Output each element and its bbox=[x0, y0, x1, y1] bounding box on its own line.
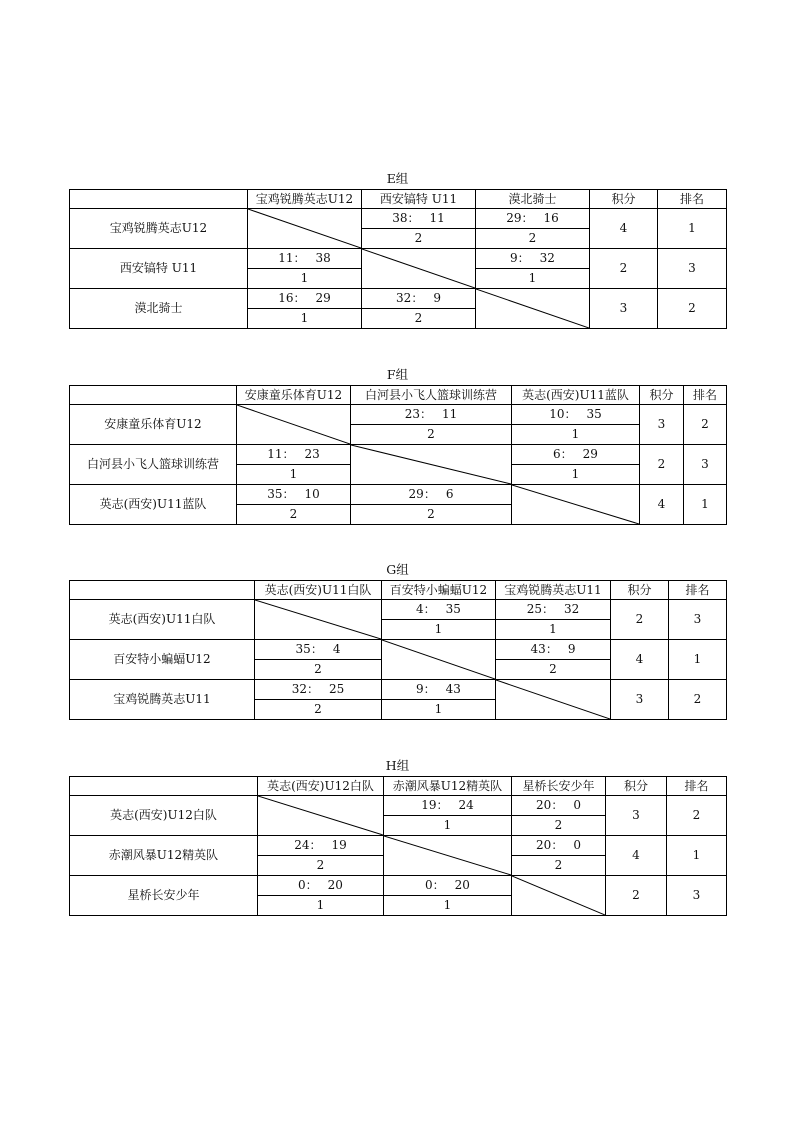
score-separator: ： bbox=[293, 291, 306, 305]
match-score bbox=[512, 836, 606, 856]
match-points: 2 bbox=[255, 700, 382, 720]
diagonal-line bbox=[512, 876, 605, 915]
rank: 1 bbox=[684, 485, 727, 525]
score-for: 6 bbox=[553, 447, 561, 461]
team-name: 白河县小飞人篮球训练营 bbox=[70, 445, 237, 485]
match-score bbox=[476, 249, 590, 269]
diagonal-line bbox=[512, 485, 639, 524]
group-title: F组 bbox=[386, 367, 409, 382]
score-separator: ： bbox=[407, 211, 420, 225]
header-team: 西安镐特 U11 bbox=[362, 190, 476, 209]
header-corner bbox=[70, 386, 237, 405]
team-name: 百安特小蝙蝠U12 bbox=[70, 640, 255, 680]
total-points: 4 bbox=[606, 836, 667, 876]
score-for: 9 bbox=[510, 251, 518, 265]
group-title: H组 bbox=[385, 758, 410, 773]
match-points: 1 bbox=[512, 425, 640, 445]
diagonal-line bbox=[351, 445, 511, 484]
score-for: 16 bbox=[278, 291, 294, 305]
score-separator: ： bbox=[545, 642, 558, 656]
score-against: 6 bbox=[445, 487, 454, 501]
header-team: 安康童乐体育U12 bbox=[237, 386, 351, 405]
match-points: 2 bbox=[512, 816, 606, 836]
team-name: 宝鸡锐腾英志U11 bbox=[70, 680, 255, 720]
diagonal-line bbox=[258, 796, 383, 835]
diagonal-line bbox=[496, 680, 610, 719]
score-for: 4 bbox=[416, 602, 424, 616]
match-points: 2 bbox=[351, 425, 512, 445]
header-team: 英志(西安)U11白队 bbox=[255, 581, 382, 600]
self-match-cell bbox=[382, 640, 496, 680]
match-points: 1 bbox=[384, 896, 512, 916]
total-points: 3 bbox=[606, 796, 667, 836]
standings-table bbox=[69, 580, 727, 720]
score-separator: ： bbox=[282, 487, 295, 501]
match-score bbox=[476, 209, 590, 229]
score-against: 16 bbox=[543, 211, 559, 225]
score-for: 20 bbox=[536, 798, 552, 812]
team-name: 英志(西安)U12白队 bbox=[70, 796, 258, 836]
match-points: 2 bbox=[512, 856, 606, 876]
score-separator: ： bbox=[420, 407, 433, 421]
score-separator: ： bbox=[423, 602, 436, 616]
rank: 3 bbox=[667, 876, 727, 916]
match-points: 2 bbox=[362, 309, 476, 329]
header-rank: 排名 bbox=[669, 581, 727, 600]
score-against: 9 bbox=[567, 642, 576, 656]
match-score bbox=[382, 600, 496, 620]
header-team: 宝鸡锐腾英志U12 bbox=[248, 190, 362, 209]
total-points: 4 bbox=[640, 485, 684, 525]
score-against: 23 bbox=[304, 447, 320, 461]
score-against: 38 bbox=[315, 251, 331, 265]
team-name: 英志(西安)U11白队 bbox=[70, 600, 255, 640]
self-match-cell bbox=[512, 876, 606, 916]
header-points: 积分 bbox=[611, 581, 669, 600]
self-match-cell bbox=[351, 445, 512, 485]
match-score bbox=[351, 405, 512, 425]
score-for: 35 bbox=[295, 642, 311, 656]
score-separator: ： bbox=[432, 878, 445, 892]
match-score bbox=[258, 876, 384, 896]
rank: 3 bbox=[684, 445, 727, 485]
diagonal-line bbox=[255, 600, 381, 639]
team-name: 赤潮风暴U12精英队 bbox=[70, 836, 258, 876]
rank: 1 bbox=[667, 836, 727, 876]
match-score bbox=[362, 289, 476, 309]
match-score bbox=[382, 680, 496, 700]
rank: 3 bbox=[658, 249, 727, 289]
match-points: 1 bbox=[382, 700, 496, 720]
score-for: 23 bbox=[404, 407, 420, 421]
match-score bbox=[496, 600, 611, 620]
score-for: 35 bbox=[267, 487, 283, 501]
score-against: 0 bbox=[573, 838, 581, 852]
score-separator: ： bbox=[564, 407, 577, 421]
diagonal-line bbox=[362, 249, 475, 288]
rank: 1 bbox=[669, 640, 727, 680]
match-score bbox=[237, 445, 351, 465]
match-points: 1 bbox=[512, 465, 640, 485]
total-points: 3 bbox=[590, 289, 658, 329]
score-for: 32 bbox=[291, 682, 307, 696]
team-name: 漠北骑士 bbox=[70, 289, 248, 329]
rank: 2 bbox=[669, 680, 727, 720]
score-for: 24 bbox=[294, 838, 310, 852]
standings-table bbox=[69, 385, 727, 525]
match-score bbox=[258, 836, 384, 856]
score-separator: ： bbox=[293, 251, 306, 265]
score-separator: ： bbox=[517, 251, 530, 265]
total-points: 2 bbox=[640, 445, 684, 485]
rank: 3 bbox=[669, 600, 727, 640]
self-match-cell bbox=[255, 600, 382, 640]
score-against: 0 bbox=[573, 798, 581, 812]
score-separator: ： bbox=[282, 447, 295, 461]
score-separator: ： bbox=[542, 602, 555, 616]
match-points: 1 bbox=[384, 816, 512, 836]
diagonal-line bbox=[248, 209, 361, 248]
match-score bbox=[512, 445, 640, 465]
self-match-cell bbox=[237, 405, 351, 445]
score-against: 29 bbox=[315, 291, 331, 305]
rank: 2 bbox=[658, 289, 727, 329]
match-score bbox=[255, 640, 382, 660]
header-corner bbox=[70, 190, 248, 209]
self-match-cell bbox=[258, 796, 384, 836]
total-points: 3 bbox=[611, 680, 669, 720]
score-separator: ： bbox=[310, 642, 323, 656]
score-separator: ： bbox=[309, 838, 322, 852]
match-score bbox=[362, 209, 476, 229]
team-name: 星桥长安少年 bbox=[70, 876, 258, 916]
team-name: 西安镐特 U11 bbox=[70, 249, 248, 289]
score-separator: ： bbox=[521, 211, 534, 225]
score-against: 24 bbox=[458, 798, 474, 812]
score-for: 29 bbox=[408, 487, 424, 501]
total-points: 4 bbox=[590, 209, 658, 249]
self-match-cell bbox=[512, 485, 640, 525]
match-score bbox=[255, 680, 382, 700]
match-points: 2 bbox=[255, 660, 382, 680]
match-score bbox=[237, 485, 351, 505]
match-points: 2 bbox=[351, 505, 512, 525]
score-against: 10 bbox=[304, 487, 320, 501]
team-name: 英志(西安)U11蓝队 bbox=[70, 485, 237, 525]
header-team: 星桥长安少年 bbox=[512, 777, 606, 796]
match-points: 1 bbox=[476, 269, 590, 289]
total-points: 2 bbox=[611, 600, 669, 640]
score-against: 25 bbox=[329, 682, 345, 696]
match-score bbox=[384, 876, 512, 896]
rank: 2 bbox=[684, 405, 727, 445]
score-for: 25 bbox=[526, 602, 542, 616]
score-for: 0 bbox=[425, 878, 433, 892]
match-points: 2 bbox=[496, 660, 611, 680]
header-points: 积分 bbox=[606, 777, 667, 796]
score-for: 0 bbox=[298, 878, 306, 892]
header-rank: 排名 bbox=[667, 777, 727, 796]
self-match-cell bbox=[496, 680, 611, 720]
match-points: 1 bbox=[258, 896, 384, 916]
score-separator: ： bbox=[436, 798, 449, 812]
score-for: 43 bbox=[530, 642, 546, 656]
score-for: 32 bbox=[396, 291, 412, 305]
match-score bbox=[496, 640, 611, 660]
self-match-cell bbox=[476, 289, 590, 329]
score-against: 4 bbox=[332, 642, 341, 656]
header-team: 宝鸡锐腾英志U11 bbox=[496, 581, 611, 600]
score-against: 11 bbox=[442, 407, 458, 421]
score-separator: ： bbox=[423, 682, 436, 696]
header-team: 白河县小飞人篮球训练营 bbox=[351, 386, 512, 405]
score-for: 38 bbox=[392, 211, 408, 225]
group-title: E组 bbox=[386, 171, 409, 186]
score-against: 29 bbox=[582, 447, 598, 461]
header-points: 积分 bbox=[590, 190, 658, 209]
rank: 2 bbox=[667, 796, 727, 836]
score-for: 11 bbox=[278, 251, 294, 265]
rank: 1 bbox=[658, 209, 727, 249]
diagonal-line bbox=[382, 640, 495, 679]
team-name: 安康童乐体育U12 bbox=[70, 405, 237, 445]
match-points: 1 bbox=[382, 620, 496, 640]
score-against: 43 bbox=[445, 682, 461, 696]
score-separator: ： bbox=[307, 682, 320, 696]
score-for: 10 bbox=[549, 407, 565, 421]
match-score bbox=[248, 249, 362, 269]
match-score bbox=[248, 289, 362, 309]
match-score bbox=[512, 796, 606, 816]
score-separator: ： bbox=[305, 878, 318, 892]
score-for: 20 bbox=[536, 838, 552, 852]
self-match-cell bbox=[384, 836, 512, 876]
match-points: 2 bbox=[476, 229, 590, 249]
standings-table bbox=[69, 776, 727, 916]
match-score bbox=[351, 485, 512, 505]
score-for: 19 bbox=[421, 798, 437, 812]
self-match-cell bbox=[248, 209, 362, 249]
diagonal-line bbox=[476, 289, 589, 328]
match-points: 1 bbox=[237, 465, 351, 485]
group-title: G组 bbox=[386, 562, 409, 577]
match-points: 1 bbox=[496, 620, 611, 640]
score-against: 9 bbox=[433, 291, 441, 305]
score-separator: ： bbox=[551, 838, 564, 852]
match-points: 2 bbox=[362, 229, 476, 249]
score-against: 19 bbox=[331, 838, 347, 852]
total-points: 2 bbox=[606, 876, 667, 916]
header-corner bbox=[70, 777, 258, 796]
header-team: 漠北骑士 bbox=[476, 190, 590, 209]
header-rank: 排名 bbox=[684, 386, 727, 405]
match-points: 2 bbox=[237, 505, 351, 525]
score-separator: ： bbox=[551, 798, 564, 812]
header-corner bbox=[70, 581, 255, 600]
match-points: 1 bbox=[248, 269, 362, 289]
score-for: 29 bbox=[506, 211, 522, 225]
diagonal-line bbox=[237, 405, 350, 444]
header-team: 百安特小蝙蝠U12 bbox=[382, 581, 496, 600]
score-against: 20 bbox=[327, 878, 343, 892]
header-team: 英志(西安)U12白队 bbox=[258, 777, 384, 796]
header-team: 英志(西安)U11蓝队 bbox=[512, 386, 640, 405]
diagonal-line bbox=[384, 836, 511, 875]
team-name: 宝鸡锐腾英志U12 bbox=[70, 209, 248, 249]
standings-table bbox=[69, 189, 727, 329]
score-against: 35 bbox=[586, 407, 602, 421]
score-separator: ： bbox=[411, 291, 424, 305]
score-separator: ： bbox=[560, 447, 573, 461]
header-rank: 排名 bbox=[658, 190, 727, 209]
match-points: 2 bbox=[258, 856, 384, 876]
score-against: 20 bbox=[454, 878, 470, 892]
header-points: 积分 bbox=[640, 386, 684, 405]
match-points: 1 bbox=[248, 309, 362, 329]
score-against: 32 bbox=[539, 251, 555, 265]
score-for: 9 bbox=[416, 682, 424, 696]
score-separator: ： bbox=[423, 487, 436, 501]
self-match-cell bbox=[362, 249, 476, 289]
total-points: 2 bbox=[590, 249, 658, 289]
score-against: 11 bbox=[429, 211, 445, 225]
header-team: 赤潮风暴U12精英队 bbox=[384, 777, 512, 796]
total-points: 4 bbox=[611, 640, 669, 680]
score-against: 35 bbox=[445, 602, 461, 616]
match-score bbox=[384, 796, 512, 816]
score-against: 32 bbox=[564, 602, 580, 616]
total-points: 3 bbox=[640, 405, 684, 445]
match-score bbox=[512, 405, 640, 425]
score-for: 11 bbox=[267, 447, 283, 461]
